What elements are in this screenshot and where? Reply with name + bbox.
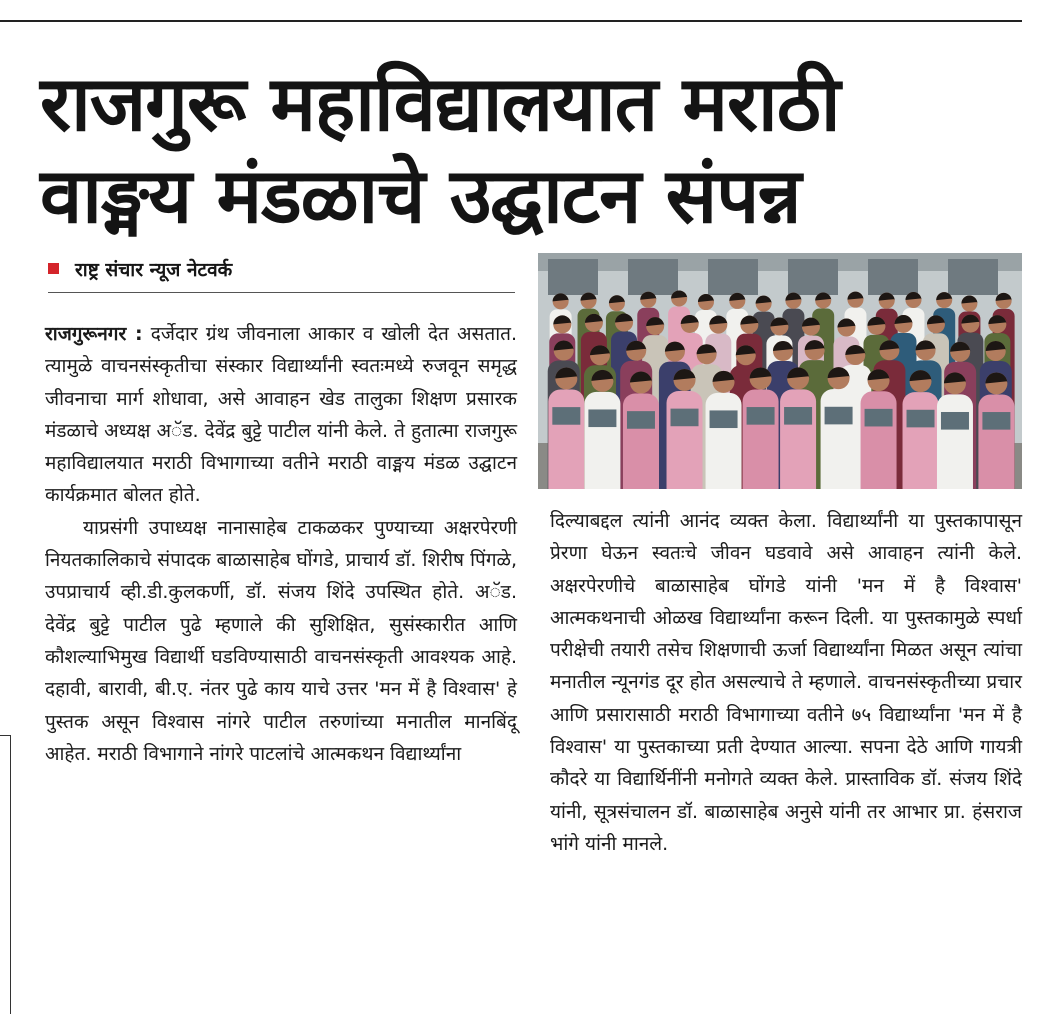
headline [40, 58, 1030, 242]
article-column-1 [45, 318, 517, 770]
headline-line-1: राजगुरू महाविद्यालयात मराठी [40, 59, 840, 148]
paragraph-3: दिल्याबद्दल त्यांनी आनंद व्यक्त केला. विद्यार्थ्यांनी या पुस्तकापासून प्रेरणा घेऊन स्वतःचे जीवन घडवावे असे आवाहन त्यांनी केले. अक्षरपेरणीचे बाळासाहेब घोंगडे यांनी 'मन में है विश्वास' आत्मकथनाची ओळख विद्यार्थ्यांना करून दिली. या पुस्तकामुळे स्पर्धा परीक्षेची तयारी तसेच शिक्षणाची ऊर्जा विद्यार्थ्यांना मिळत असून त्यांचा मनातील न्यूनगंड दूर होत असल्याचे ते म्हणाले. वाचनसंस्कृतीच्या प्रचार आणि प्रसारासाठी मराठी विभागाच्या वतीने ७५ विद्यार्थ्यांना 'मन में है विश्वास' या पुस्तकाच्या प्रती देण्यात आल्या. सपना देठे आणि गायत्री कौदरे या विद्यार्थिनींनी मनोगते व्यक्त केले. प्रास्ताविक डॉ. संजय शिंदे यांनी, सूत्रसंचालन डॉ. बाळासाहेब अनुसे यांनी तर आभार प्रा. हंसराज भांगे यांनी मानले. [550, 510, 1022, 855]
article-column-2 [550, 505, 1022, 860]
group-photo-icon [538, 253, 1022, 489]
dateline: राजगुरूनगर : [45, 323, 143, 345]
headline-line-2: वाङ्मय मंडळाचे उद्घाटन संपन्न [40, 151, 801, 240]
byline-text: राष्ट्र संचार न्यूज नेटवर्क [75, 259, 233, 281]
byline-rule [48, 292, 515, 293]
group-photo [538, 253, 1022, 489]
paragraph-1-text: दर्जेदार ग्रंथ जीवनाला आकार व खोली देत असतात. त्यामुळे वाचनसंस्कृतीचा संस्कार विद्यार्थ्यांनी स्वतःमध्ये रुजवून समृद्ध जीवनाचा मार्ग शोधावा, असे आवाहन खेड तालुका शिक्षण प्रसारक मंडळाचे अध्यक्ष अॅड. देवेंद्र बुट्टे पाटील यांनी केले. ते हुतात्मा राजगुरू महाविद्यालयात मराठी विभागाच्या वतीने मराठी वाङ्मय मंडळ उद्घाटन कार्यक्रमात बोलत होते. [45, 323, 518, 507]
side-rule [0, 735, 11, 1014]
red-square-icon [48, 263, 59, 274]
paragraph-2: याप्रसंगी उपाध्यक्ष नानासाहेब टाकळकर पुण्याच्या अक्षरपेरणी नियतकालिकाचे संपादक बाळासाहेब घोंगडे, प्राचार्य डॉ. शिरीष पिंगळे, उपप्राचार्य व्ही.डी.कुलकर्णी, डॉ. संजय शिंदे उपस्थित होते. अॅड. देवेंद्र बुट्टे पाटील पुढे म्हणाले की सुशिक्षित, सुसंस्कारीत आणि कौशल्याभिमुख विद्यार्थी घडविण्यासाठी वाचनसंस्कृती आवश्यक आहे. दहावी, बारावी, बी.ए. नंतर पुढे काय याचे उत्तर 'मन में है विश्वास' हे पुस्तक असून विश्वास नांगरे पाटील तरुणांच्या मनातील मानबिंदू आहेत. मराठी विभागाने नांगरे पाटलांचे आत्मकथन विद्यार्थ्यांना [45, 516, 517, 765]
top-rule [0, 20, 1022, 22]
byline [48, 256, 518, 284]
paragraph-1 [45, 318, 517, 512]
